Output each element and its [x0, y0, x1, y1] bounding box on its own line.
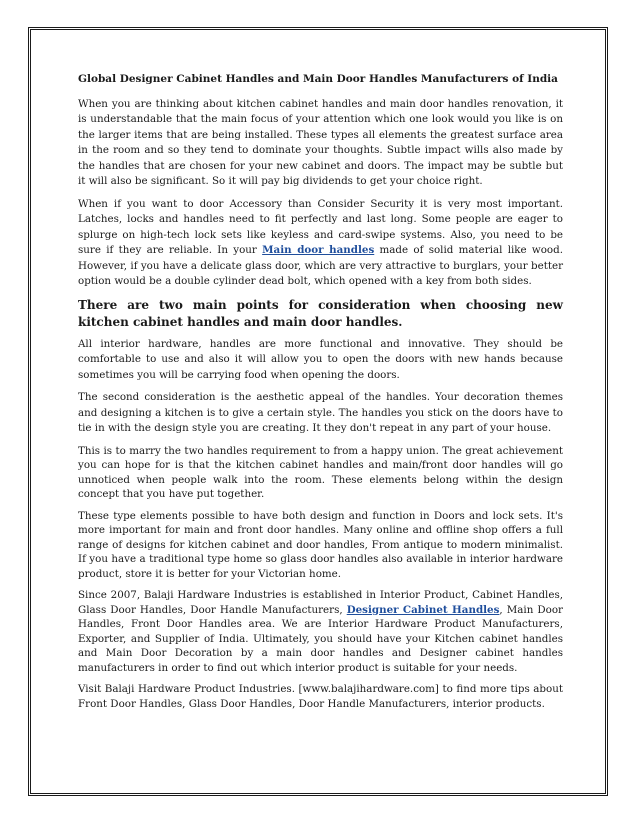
- paragraph-security-text-2: made of solid material like wood. However, if you have a delicate glass door, which are very attractive to burglars, your better option would be a double cylinder dead bolt, which opened with a key from both sides.: [78, 244, 563, 287]
- paragraph-security: [78, 197, 563, 290]
- main-door-handles-link[interactable]: Main door handles: [262, 244, 375, 256]
- paragraph-union: This is to marry the two handles requirement to from a happy union. The great achievement you can hope for is that the kitchen cabinet handles and main/front door handles will go unnoticed when people walk into the room. These elements belong within the design concept that you have put together.: [78, 444, 563, 500]
- paragraph-visit: Visit Balaji Hardware Product Industries. [www.balajihardware.com] to find more tips about Front Door Handles, Glass Door Handles, Door Handle Manufacturers, interior products.: [78, 683, 563, 710]
- paragraph-company-text-2: , Main Door Handles, Front Door Handles area. We are Interior Hardware Product Manufacturers, Exporter, and Supplier of India. Ultimately, you should have your Kitchen cabinet handles and Main Door Decoration by a main door handles and Designer cabinet handles manufacturers in order to find out which interior product is suitable for your needs.: [78, 603, 563, 674]
- designer-cabinet-handles-link[interactable]: Designer Cabinet Handles: [346, 603, 500, 616]
- paragraph-security-text-1: When if you want to door Accessory than Consider Security it is very most important. Latches, locks and handles need to fit perfectly and last long. Some people are eager to splurge on high-tech lock sets like keyless and card-swipe systems. Also, you need to be sure if they are reliable. In your: [78, 197, 563, 256]
- paragraph-intro: When you are thinking about kitchen cabinet handles and main door handles renovation, it is understandable that the main focus of your attention which one look would you like is on the larger items that are being installed. These types all elements the greatest surface area in the room and so they tend to dominate your thoughts. Subtle impact wills also made by the handles that are chosen for your new cabinet and doors. The impact may be subtle but it will also be significant. So it will pay big dividends to get your choice right.: [78, 97, 563, 187]
- document-title: Global Designer Cabinet Handles and Main Door Handles Manufacturers of India: [78, 73, 558, 85]
- document-body: [78, 72, 563, 718]
- paragraph-functional: All interior hardware, handles are more functional and innovative. They should be comfortable to use and also it will allow you to open the doors with new hands because sometimes you will be carrying food when opening the doors.: [78, 337, 563, 381]
- paragraph-design-function: These type elements possible to have both design and function in Doors and lock sets. It's more important for main and front door handles. Many online and offline shop offers a full range of designs for kitchen cabinet and door handles, From antique to modern minimalist. If you have a traditional type home so glass door handles also available in interior hardware product, store it is better for your Victorian home.: [78, 509, 563, 580]
- section-heading: There are two main points for consideration when choosing new kitchen cabinet handles and main door handles.: [78, 297, 563, 329]
- paragraph-company: [78, 588, 563, 675]
- paragraph-company-text-1: Since 2007, Balaji Hardware Industries is established in Interior Product, Cabinet Handles, Glass Door Handles, Door Handle Manufacturers,: [78, 589, 563, 616]
- paragraph-aesthetic: The second consideration is the aesthetic appeal of the handles. Your decoration themes and designing a kitchen is to give a certain style. The handles you stick on the doors have to tie in with the design style you are creating. It they don't repeat in any part of your house.: [78, 391, 563, 434]
